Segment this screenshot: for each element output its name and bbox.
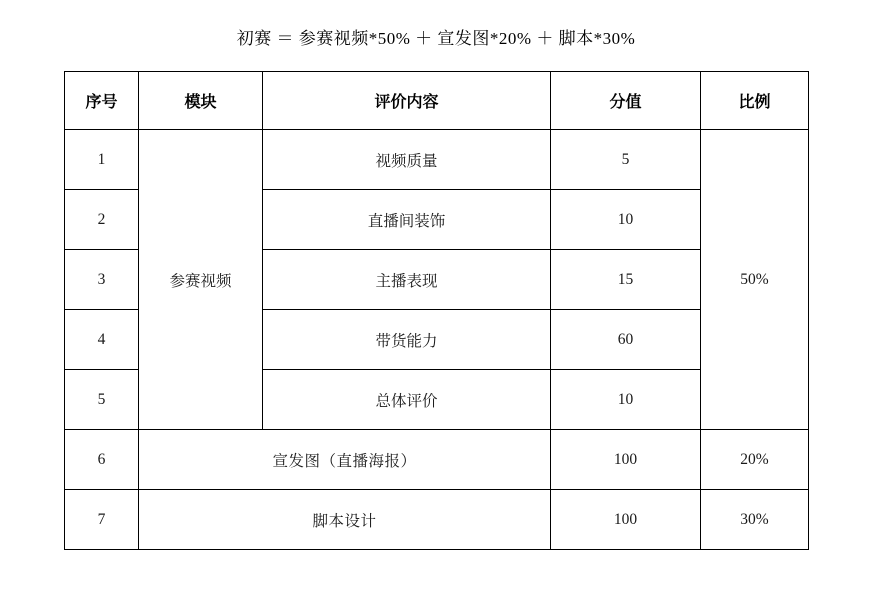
cell-score: 100 — [551, 490, 701, 550]
formula-line: 初赛 ＝ 参赛视频*50% ＋ 宣发图*20% ＋ 脚本*30% — [236, 29, 636, 48]
column-header-score: 分值 — [551, 72, 701, 130]
table-header-row — [65, 72, 809, 130]
scoring-table — [64, 71, 809, 550]
cell-module-group: 参赛视频 — [139, 130, 263, 430]
cell-index: 5 — [65, 370, 139, 430]
column-header-module: 模块 — [139, 72, 263, 130]
cell-content: 带货能力 — [263, 310, 551, 370]
cell-score: 10 — [551, 370, 701, 430]
table-row — [65, 490, 809, 550]
cell-content: 总体评价 — [263, 370, 551, 430]
cell-index: 7 — [65, 490, 139, 550]
cell-score: 5 — [551, 130, 701, 190]
table-body — [65, 130, 809, 550]
cell-content: 宣发图（直播海报） — [139, 430, 551, 490]
cell-score: 60 — [551, 310, 701, 370]
cell-index: 4 — [65, 310, 139, 370]
cell-score: 10 — [551, 190, 701, 250]
cell-content: 视频质量 — [263, 130, 551, 190]
cell-ratio-group: 50% — [701, 130, 809, 430]
column-header-ratio: 比例 — [701, 72, 809, 130]
cell-content: 主播表现 — [263, 250, 551, 310]
cell-index: 1 — [65, 130, 139, 190]
table-row — [65, 130, 809, 190]
cell-ratio: 30% — [701, 490, 809, 550]
cell-index: 6 — [65, 430, 139, 490]
cell-score: 15 — [551, 250, 701, 310]
column-header-index: 序号 — [65, 72, 139, 130]
cell-content: 脚本设计 — [139, 490, 551, 550]
cell-index: 2 — [65, 190, 139, 250]
cell-ratio: 20% — [701, 430, 809, 490]
table-row — [65, 430, 809, 490]
column-header-content: 评价内容 — [263, 72, 551, 130]
table-header — [65, 72, 809, 130]
cell-index: 3 — [65, 250, 139, 310]
cell-content: 直播间装饰 — [263, 190, 551, 250]
cell-score: 100 — [551, 430, 701, 490]
table-container — [0, 71, 872, 550]
